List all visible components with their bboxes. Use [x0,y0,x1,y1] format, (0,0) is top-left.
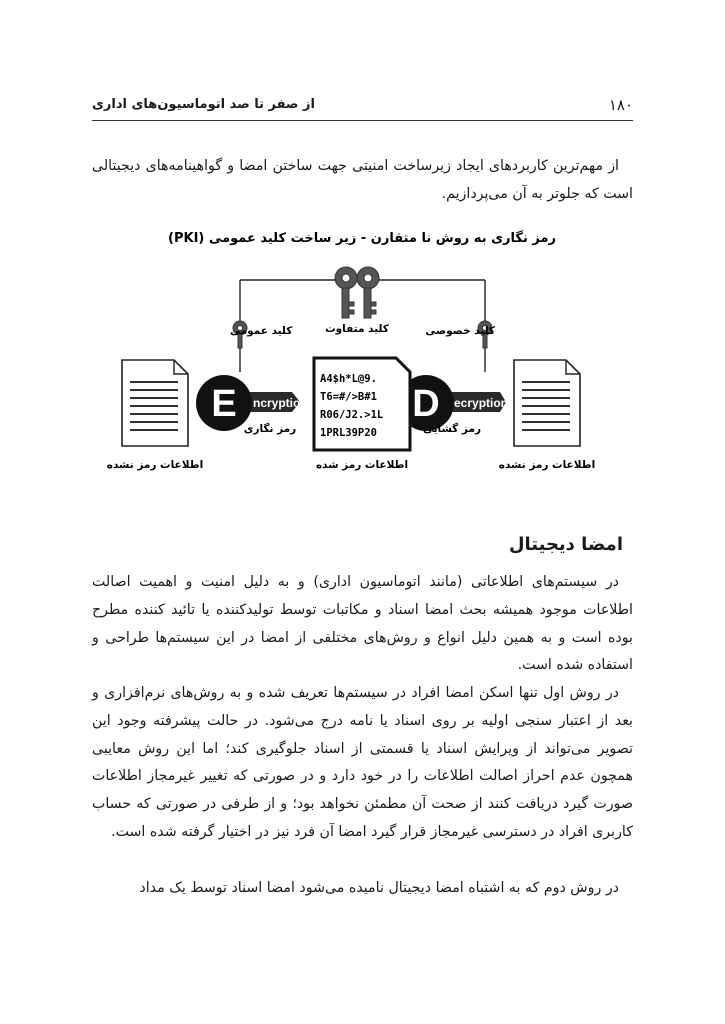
book-title: از صفر تا صد اتوماسیون‌های اداری [92,97,315,112]
body-paragraph: در روش دوم که به اشتباه امضا دیجیتال نامیده می‌شود امضا اسناد توسط یک مداد [139,880,619,896]
decryption-letter: D [412,383,440,425]
private-key-label: کلید خصوصی [425,325,495,337]
body-paragraph: در روش اول تنها اسکن امضا افراد در سیستم‌ها تعریف شده و به روش‌های نرم‌افزاری و بعد از اعتبار سنجی اولیه بر روی اسناد یا نامه درج می‌شود. در حالت پیشرفته وجود این تصویر می‌تواند از ویرایش اسناد یا قسمتی از اسناد جلوگیری کند؛ اما این روش معایبی همچون عدم احراز اصالت اطلاعات را در خود دارد و در صورتی که تغییر غیرمجاز اطلاعات صورت گیرد دریافت کنند از صحت آن مطمئن نخواهد بود؛ و از طرفی در صورتی که حساب کاربری افراد در دسترسی غیرمجاز قرار گیرد امضا آن فرد نیز در اختیار گرفته شده است. [92,685,633,840]
left-document-icon [122,360,188,446]
cipher-line: 1PRL39P20 [320,427,377,439]
figure-title: رمز نگاری به روش نا متقارن - زیر ساخت کلید عمومی (PKI) [168,231,556,246]
decryption-word: ecryption [454,396,509,410]
pki-diagram [92,222,633,477]
middle-keys-label: کلید متفاوت [325,323,389,335]
page-header [92,96,633,121]
cipher-line: T6=#/>B#1 [320,391,377,403]
cipher-line: A4$h*L@9. [320,373,377,385]
cipher-line: R06/J2.>1L [320,409,384,421]
body-paragraph: در سیستم‌های اطلاعاتی (مانند اتوماسیون اداری) و به دلیل امنیت و اهمیت اصالت اطلاعات موجود همیشه بحث امضا اسناد و مکاتبات توسط تولیدکننده یا تائید کننده مطرح بوده است و به همین دلیل انواع و روش‌های مختلفی از امضا در این سیستم‌ها طراحی و استفاده شده است. [92,574,633,674]
left-document-caption: اطلاعات رمز نشده [106,459,204,471]
public-key-label: کلید عمومی [230,325,293,337]
ciphertext-caption: اطلاعات رمز شده [315,459,409,471]
section-title: امضا دیجیتال [508,534,623,555]
ciphertext-box [314,358,410,450]
key-pair-icon [335,267,379,318]
intro-paragraph: از مهم‌ترین کاربردهای ایجاد زیرساخت امنیتی جهت ساختن امضا و گواهینامه‌های دیجیتالی است که جلوتر به آن می‌پردازیم. [92,158,633,202]
page-number: ۱۸۰ [608,96,633,114]
encryption-caption: رمز نگاری [243,423,297,435]
right-document-caption: اطلاعات رمز نشده [498,459,596,471]
right-document-icon [514,360,580,446]
encryption-word: ncryption [253,396,308,410]
decryption-caption: رمز گشایی [422,423,482,435]
encryption-letter: E [211,383,237,425]
